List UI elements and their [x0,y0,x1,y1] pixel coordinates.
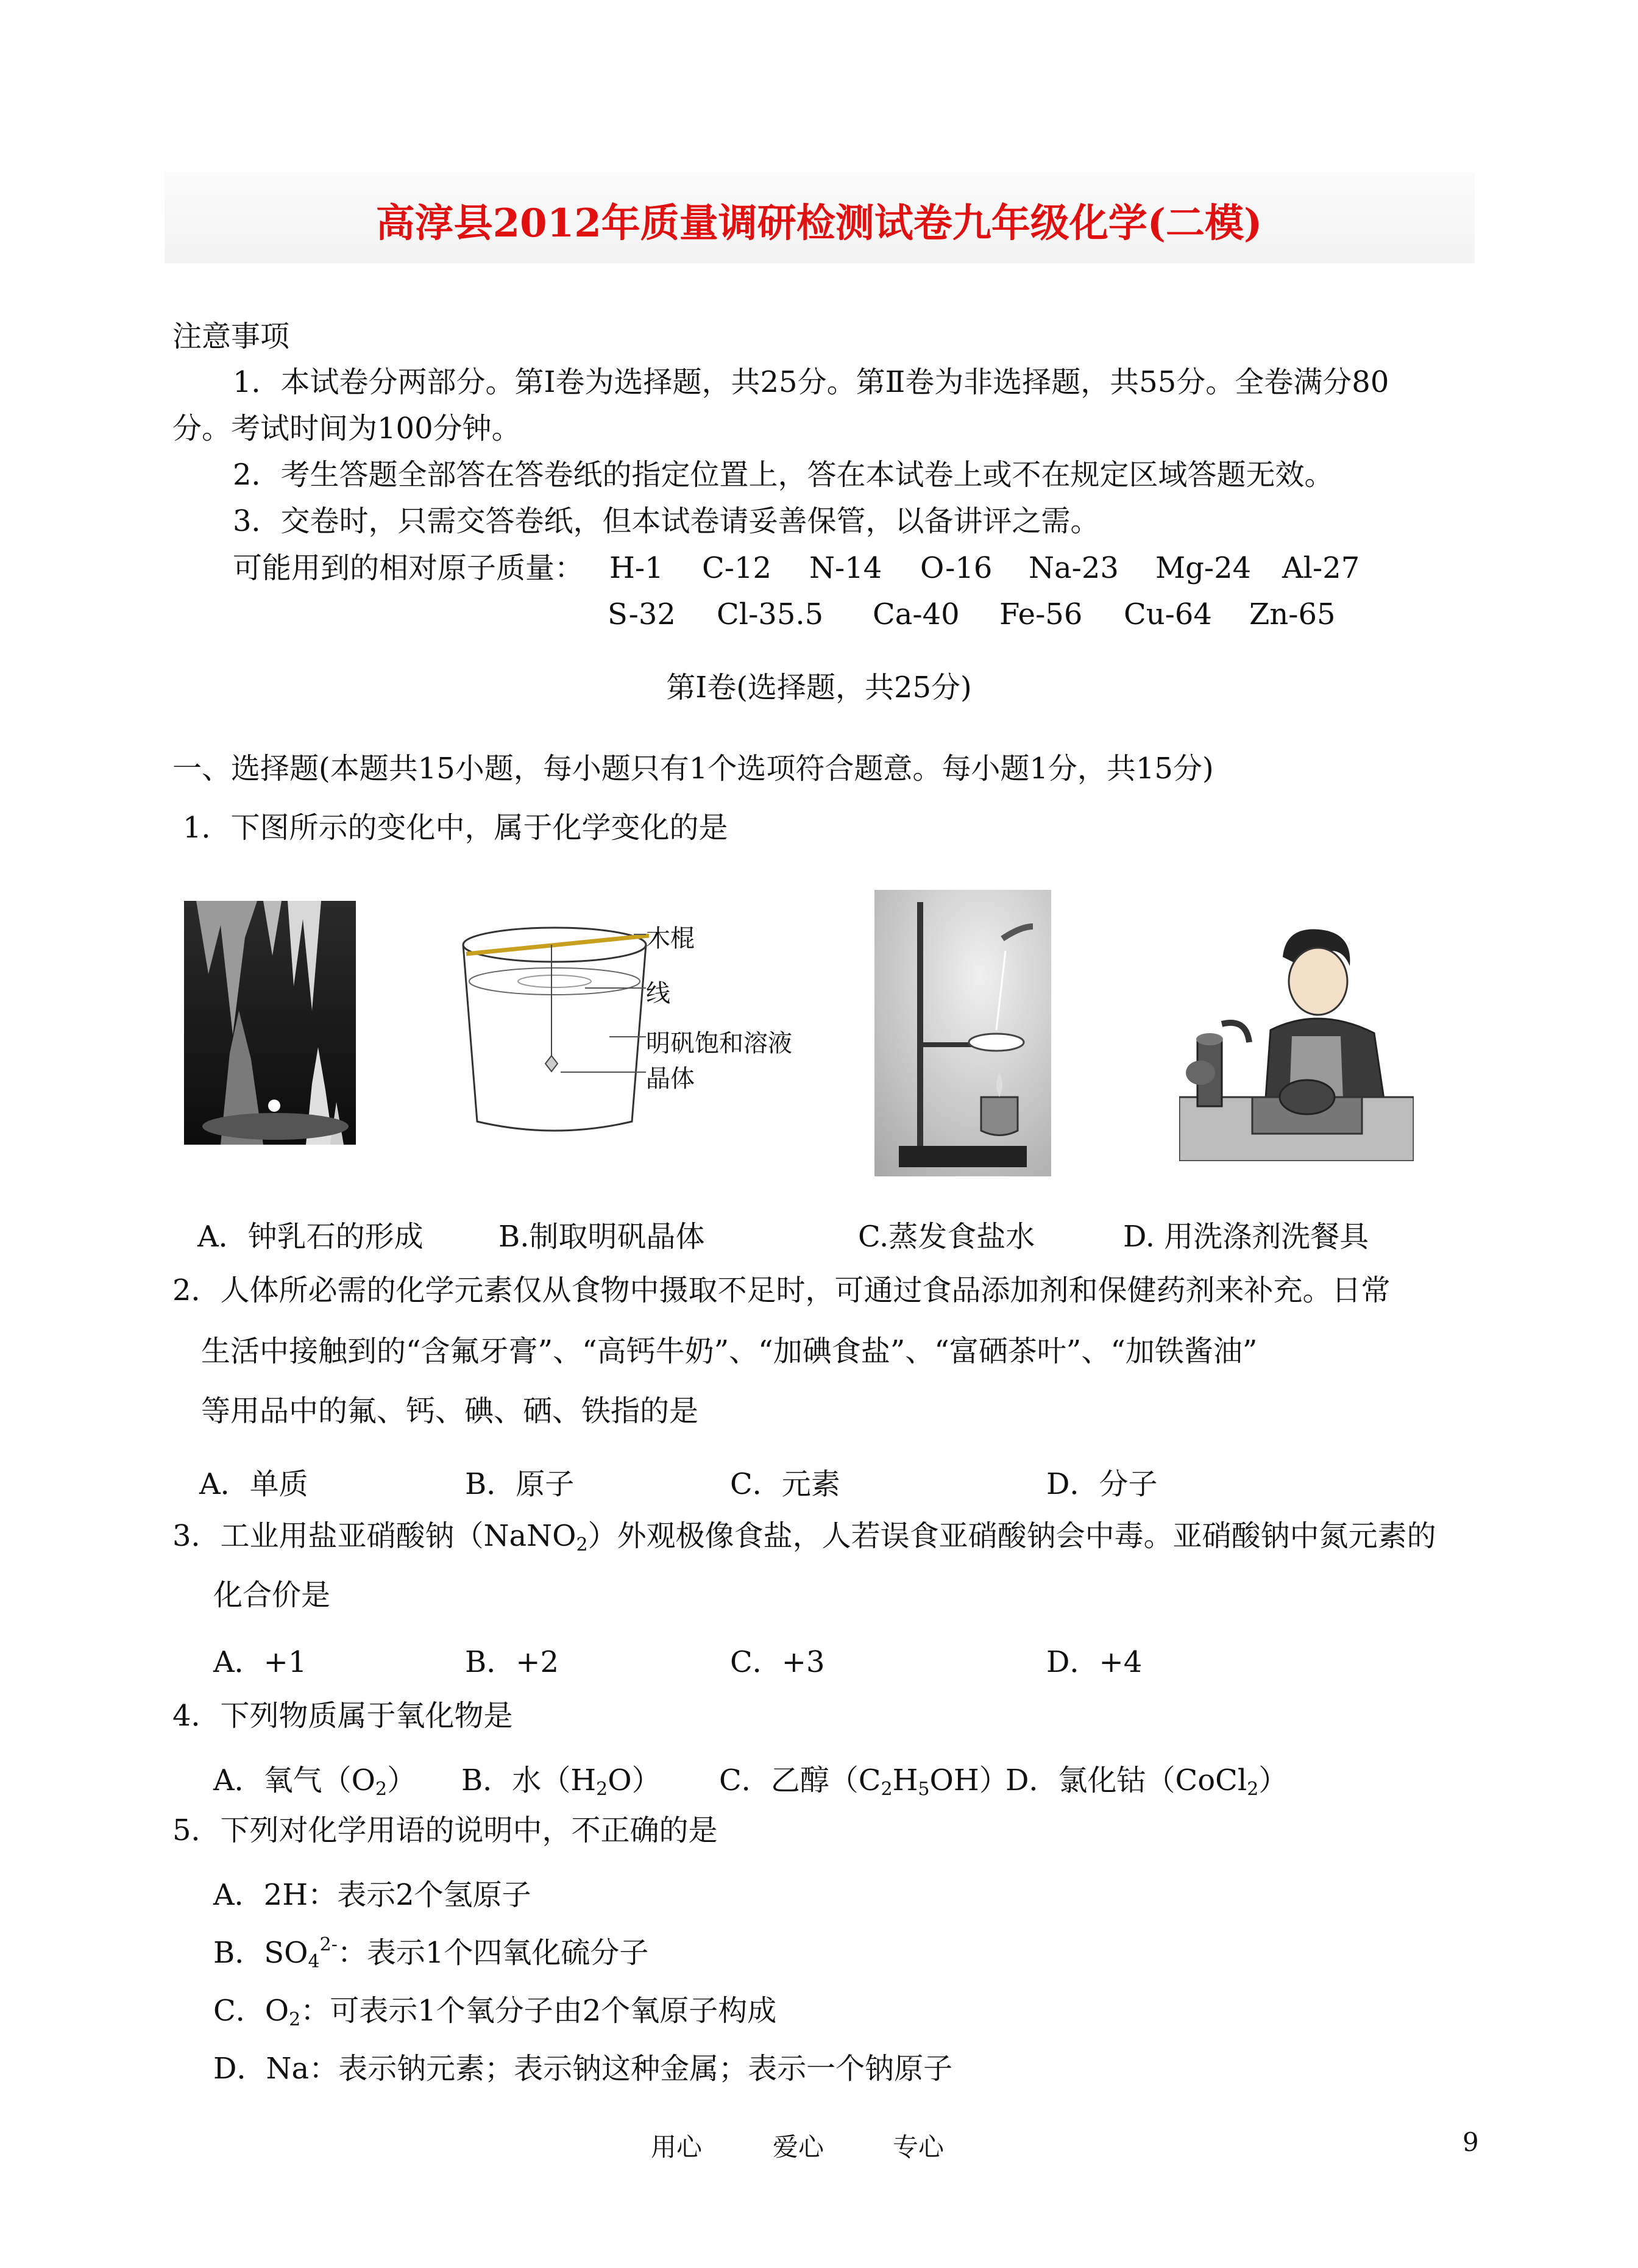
q2-line-3: 等用品中的氟、钙、碘、硒、铁指的是 [201,1394,699,1428]
atomic-mass-zn: Zn-65 [1249,597,1336,631]
q4-option-a: A．氧气$(O_2)$ [213,1763,417,1800]
q5-option-a: A．2H：表示2个氢原子 [213,1878,531,1912]
atomic-mass-label: 可能用到的相对原子质量： [233,551,584,585]
atomic-mass-s: S-32 [608,597,676,631]
q2-option-a: A．单质 [199,1467,308,1501]
atomic-mass-fe: Fe-56 [999,597,1083,631]
notice-item-1-line-1: 1．本试卷分两部分。第Ⅰ卷为选择题，共25分。第Ⅱ卷为非选择题，共55分。全卷满分80 [233,365,1389,399]
q2-option-d: D．分子 [1046,1467,1158,1501]
footer-text-3: 专心 [893,2132,945,2162]
footer-text-2: 爱心 [773,2132,824,2162]
q2-line-2: 生活中接触到的“含氟牙膏”、“高钙牛奶”、“加碘食盐”、“富硒茶叶”、“加铁酱油” [201,1334,1258,1368]
solution-leader-line [609,1036,646,1037]
page-title: 高淳县2012年质量调研检测试卷九年级化学(二模) [375,201,1263,246]
label-thread: 线 [646,979,670,1008]
q3-line-2: 化合价是 [213,1578,331,1612]
q2-option-c: C．元素 [730,1467,840,1501]
label-stick: 木棍 [646,925,695,953]
q4-option-c: C．乙醇$(C_2H_5OH)$ [719,1763,1009,1800]
alum-crystal-beaker-diagram [454,920,655,1140]
notice-item-3: 3．交卷时，只需交答卷纸，但本试卷请妥善保管，以备讲评之需。 [233,504,1100,538]
q3-option-a: A．+1 [213,1645,307,1679]
thread-leader-line [585,987,646,989]
atomic-mass-n: N-14 [809,551,882,585]
footer-text-1: 用心 [651,2132,703,2162]
notice-item-1-line-2: 分。考试时间为100分钟。 [172,411,521,446]
crystal-leader-line [561,1072,646,1073]
atomic-mass-al: Al-27 [1282,551,1360,585]
stalactite-photo [184,901,356,1145]
atomic-mass-cu: Cu-64 [1124,597,1212,631]
atomic-mass-ca: Ca-40 [873,597,960,631]
q1-option-a: A．钟乳石的形成 [197,1220,424,1254]
atomic-mass-h: H-1 [609,551,664,585]
q3-option-d: D．+4 [1046,1645,1143,1679]
q1-stem: 1．下图所示的变化中，属于化学变化的是 [183,811,728,845]
q4-stem: 4．下列物质属于氧化物是 [172,1699,513,1733]
atomic-mass-o: O-16 [920,551,993,585]
q3-option-b: B．+2 [465,1645,559,1679]
q3-line-1: 3．工业用盐亚硝酸钠（NaNO$_2$）外观极像食盐，人若误食亚硝酸钠会中毒。亚硝酸钠中氮元素的 [172,1519,1436,1555]
atomic-mass-na: Na-23 [1029,551,1119,585]
evaporation-photo [874,890,1051,1176]
section-1-heading: 一、选择题(本题共15小题，每小题只有1个选项符合题意。每小题1分，共15分) [172,752,1214,786]
atomic-mass-cl: Cl-35.5 [717,597,824,631]
q4-option-b: B．水$(H_2O)$ [461,1763,661,1800]
page-number: 9 [1462,2127,1479,2157]
q3-option-c: C．+3 [730,1645,825,1679]
q5-stem: 5．下列对化学用语的说明中，不正确的是 [172,1813,718,1847]
q5-option-c: C．$O_2$：可表示1个氧分子由2个氧原子构成 [213,1994,777,2030]
label-crystal: 晶体 [646,1065,695,1093]
stick-leader-line [634,934,646,935]
q1-option-c: C.蒸发食盐水 [858,1220,1035,1254]
notice-heading: 注意事项 [172,319,290,354]
part-1-heading: 第Ⅰ卷(选择题，共25分) [666,670,972,705]
q4-option-d: D．氯化钴（CoCl$_2$） [1005,1763,1288,1800]
dishwashing-illustration [1179,914,1414,1161]
q1-option-b: B.制取明矾晶体 [498,1220,705,1254]
q2-option-b: B．原子 [465,1467,575,1501]
q5-option-d: D．Na：表示钠元素；表示钠这种金属；表示一个钠原子 [213,2052,953,2086]
notice-item-2: 2．考生答题全部答在答卷纸的指定位置上，答在本试卷上或不在规定区域答题无效。 [233,458,1334,492]
label-alum-solution: 明矾饱和溶液 [646,1029,792,1058]
atomic-mass-mg: Mg-24 [1155,551,1252,585]
q2-line-1: 2．人体所必需的化学元素仅从食物中摄取不足时，可通过食品添加剂和保健药剂来补充。日常 [172,1273,1391,1307]
atomic-mass-c: C-12 [702,551,772,585]
q1-option-d: D. 用洗涤剂洗餐具 [1123,1220,1369,1254]
q5-option-b: B．$SO_4^{2-}$：表示1个四氧化硫分子 [213,1934,649,1972]
